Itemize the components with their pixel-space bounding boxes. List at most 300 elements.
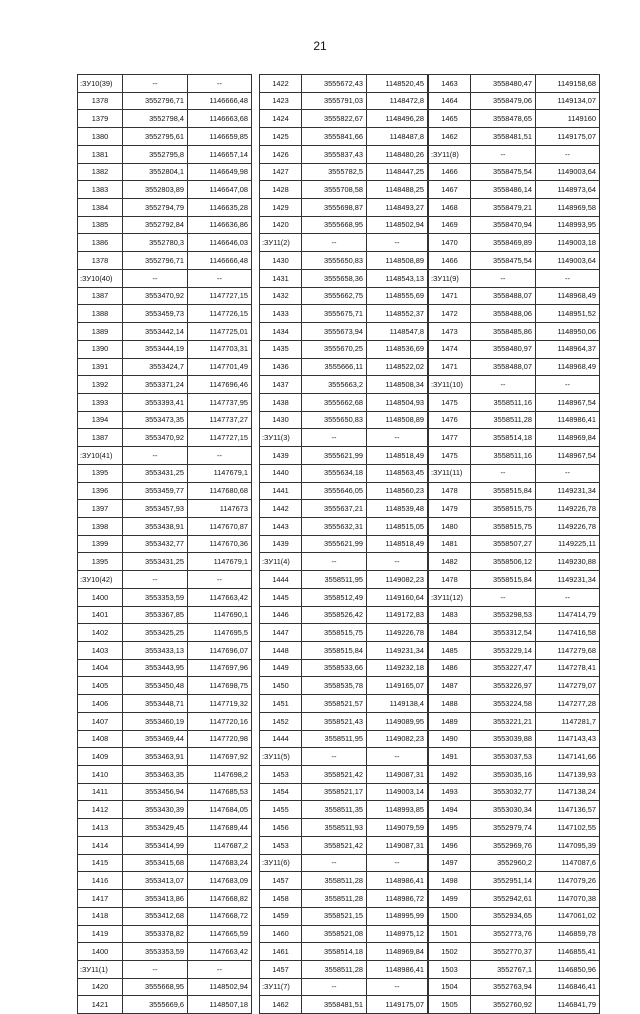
point-number-cell: 1454 [260, 783, 302, 801]
table-row [78, 429, 252, 447]
x-coordinate-cell: 3553444,19 [123, 340, 188, 358]
x-coordinate-cell: 3553353,59 [123, 588, 188, 606]
table-row [260, 624, 428, 642]
x-coordinate-cell: 3555637,21 [302, 500, 367, 518]
table-row [78, 110, 252, 128]
table-row [260, 464, 428, 482]
x-coordinate-cell: 3552767,1 [471, 960, 536, 978]
y-coordinate-cell: 1148472,8 [367, 92, 428, 110]
point-number-cell: 1387 [78, 429, 123, 447]
table-row [260, 181, 428, 199]
table-row [78, 340, 252, 358]
table-row [260, 323, 428, 341]
point-number-cell: :ЗУ11(2) [260, 234, 302, 252]
point-number-cell: :ЗУ11(8) [429, 145, 471, 163]
x-coordinate-cell: 3553413,86 [123, 890, 188, 908]
point-number-cell: 1415 [78, 854, 123, 872]
point-number-cell: 1396 [78, 482, 123, 500]
point-number-cell: 1490 [429, 730, 471, 748]
x-coordinate-cell: -- [471, 145, 536, 163]
x-coordinate-cell: 3558521,42 [302, 836, 367, 854]
table-row [429, 535, 600, 553]
x-coordinate-cell: 3552795,61 [123, 128, 188, 146]
y-coordinate-cell: 1147143,43 [536, 730, 600, 748]
table-row [429, 181, 600, 199]
point-number-cell: 1470 [429, 234, 471, 252]
y-coordinate-cell: 1147668,72 [188, 907, 252, 925]
x-coordinate-cell: 3558475,54 [471, 163, 536, 181]
x-coordinate-cell: 3558470,94 [471, 216, 536, 234]
table-row [78, 163, 252, 181]
y-coordinate-cell: 1149226,78 [536, 517, 600, 535]
point-number-cell: 1471 [429, 287, 471, 305]
table-row [260, 128, 428, 146]
point-number-cell: 1431 [260, 269, 302, 287]
point-number-cell: 1471 [429, 358, 471, 376]
y-coordinate-cell: 1148969,84 [536, 429, 600, 447]
x-coordinate-cell: 3553429,45 [123, 819, 188, 837]
table-row [260, 535, 428, 553]
table-row [429, 482, 600, 500]
y-coordinate-cell: -- [188, 75, 252, 93]
point-number-cell: 1382 [78, 163, 123, 181]
y-coordinate-cell: 1147701,49 [188, 358, 252, 376]
x-coordinate-cell: -- [471, 464, 536, 482]
point-number-cell: 1449 [260, 659, 302, 677]
y-coordinate-cell: -- [536, 145, 600, 163]
x-coordinate-cell: 3558488,07 [471, 287, 536, 305]
table-row [429, 766, 600, 784]
point-number-cell: 1480 [429, 517, 471, 535]
point-number-cell: 1495 [429, 819, 471, 837]
y-coordinate-cell: -- [367, 978, 428, 996]
y-coordinate-cell: 1149172,83 [367, 606, 428, 624]
x-coordinate-cell: 3553393,41 [123, 393, 188, 411]
table-row [260, 358, 428, 376]
point-number-cell: 1459 [260, 907, 302, 925]
x-coordinate-cell: 3558478,65 [471, 110, 536, 128]
table-row [260, 269, 428, 287]
point-number-cell: 1384 [78, 199, 123, 217]
point-number-cell: :ЗУ11(6) [260, 854, 302, 872]
y-coordinate-cell: -- [536, 376, 600, 394]
y-coordinate-cell: 1149138,4 [367, 695, 428, 713]
point-number-cell: 1439 [260, 447, 302, 465]
point-number-cell: 1478 [429, 482, 471, 500]
x-coordinate-cell: -- [123, 75, 188, 93]
x-coordinate-cell: 3552942,61 [471, 890, 536, 908]
point-number-cell: 1426 [260, 145, 302, 163]
y-coordinate-cell: 1146666,48 [188, 252, 252, 270]
x-coordinate-cell: 3552979,74 [471, 819, 536, 837]
point-number-cell: 1450 [260, 677, 302, 695]
point-number-cell: 1443 [260, 517, 302, 535]
y-coordinate-cell: -- [367, 854, 428, 872]
x-coordinate-cell: 3558521,57 [302, 695, 367, 713]
table-row [260, 730, 428, 748]
y-coordinate-cell: 1146666,48 [188, 92, 252, 110]
y-coordinate-cell: 1147703,31 [188, 340, 252, 358]
y-coordinate-cell: 1149003,18 [536, 234, 600, 252]
x-coordinate-cell: 3553412,68 [123, 907, 188, 925]
y-coordinate-cell: 1146855,41 [536, 943, 600, 961]
x-coordinate-cell: 3558511,28 [302, 872, 367, 890]
y-coordinate-cell: 1149003,64 [536, 252, 600, 270]
point-number-cell: 1479 [429, 500, 471, 518]
table-row [78, 358, 252, 376]
coordinates-table-column-3 [428, 74, 600, 1014]
point-number-cell: 1430 [260, 411, 302, 429]
point-number-cell: 1500 [429, 907, 471, 925]
point-number-cell: 1422 [260, 75, 302, 93]
point-number-cell: 1413 [78, 819, 123, 837]
table-row [429, 517, 600, 535]
table-row [260, 801, 428, 819]
y-coordinate-cell: 1147061,02 [536, 907, 600, 925]
y-coordinate-cell: 1148515,05 [367, 517, 428, 535]
table-row [260, 163, 428, 181]
y-coordinate-cell: 1147726,15 [188, 305, 252, 323]
point-number-cell: 1492 [429, 766, 471, 784]
group-header-row [429, 376, 600, 394]
y-coordinate-cell: 1149231,34 [536, 571, 600, 589]
x-coordinate-cell: 3552934,65 [471, 907, 536, 925]
table-row [429, 305, 600, 323]
x-coordinate-cell: 3553415,68 [123, 854, 188, 872]
y-coordinate-cell: 1148993,95 [536, 216, 600, 234]
table-row [429, 854, 600, 872]
coordinates-table-column-2 [259, 74, 428, 1014]
group-header-row [429, 464, 600, 482]
y-coordinate-cell: 1147727,15 [188, 429, 252, 447]
y-coordinate-cell: 1148480,26 [367, 145, 428, 163]
y-coordinate-cell: 1147685,53 [188, 783, 252, 801]
y-coordinate-cell: 1146636,86 [188, 216, 252, 234]
table-row [78, 252, 252, 270]
y-coordinate-cell: 1149089,95 [367, 712, 428, 730]
x-coordinate-cell: 3558485,86 [471, 323, 536, 341]
point-number-cell: 1494 [429, 801, 471, 819]
x-coordinate-cell: 3553035,16 [471, 766, 536, 784]
x-coordinate-cell: 3553431,25 [123, 464, 188, 482]
point-number-cell: :ЗУ10(42) [78, 571, 123, 589]
x-coordinate-cell: 3555621,99 [302, 447, 367, 465]
table-row [429, 393, 600, 411]
table-row [429, 730, 600, 748]
x-coordinate-cell: 3553353,59 [123, 943, 188, 961]
x-coordinate-cell: 3553433,13 [123, 642, 188, 660]
y-coordinate-cell: -- [367, 234, 428, 252]
x-coordinate-cell: 3558511,16 [471, 447, 536, 465]
x-coordinate-cell: -- [471, 269, 536, 287]
point-number-cell: 1405 [78, 677, 123, 695]
table-row [429, 163, 600, 181]
point-number-cell: 1481 [429, 535, 471, 553]
x-coordinate-cell: 3558511,28 [471, 411, 536, 429]
table-row [429, 606, 600, 624]
point-number-cell: 1464 [429, 92, 471, 110]
x-coordinate-cell: 3552969,76 [471, 836, 536, 854]
point-number-cell: 1476 [429, 411, 471, 429]
x-coordinate-cell: 3558521,08 [302, 925, 367, 943]
x-coordinate-cell: -- [471, 376, 536, 394]
point-number-cell: 1487 [429, 677, 471, 695]
table-row [429, 872, 600, 890]
point-number-cell: 1453 [260, 836, 302, 854]
point-number-cell: 1409 [78, 748, 123, 766]
y-coordinate-cell: 1147696,07 [188, 642, 252, 660]
table-row [78, 464, 252, 482]
x-coordinate-cell: -- [471, 588, 536, 606]
x-coordinate-cell: 3552794,79 [123, 199, 188, 217]
y-coordinate-cell: 1149231,34 [536, 482, 600, 500]
x-coordinate-cell: 3555646,05 [302, 482, 367, 500]
y-coordinate-cell: 1147139,93 [536, 766, 600, 784]
table-row [429, 216, 600, 234]
table-row [260, 712, 428, 730]
point-number-cell: 1484 [429, 624, 471, 642]
point-number-cell: 1473 [429, 323, 471, 341]
x-coordinate-cell: 3558486,14 [471, 181, 536, 199]
point-number-cell: 1433 [260, 305, 302, 323]
table-row [78, 819, 252, 837]
y-coordinate-cell: 1148543,13 [367, 269, 428, 287]
group-header-row [260, 234, 428, 252]
point-number-cell: 1402 [78, 624, 123, 642]
y-coordinate-cell: 1148508,89 [367, 252, 428, 270]
y-coordinate-cell: 1147414,79 [536, 606, 600, 624]
y-coordinate-cell: 1148993,85 [367, 801, 428, 819]
point-number-cell: 1385 [78, 216, 123, 234]
table-row [78, 801, 252, 819]
table-row [78, 978, 252, 996]
y-coordinate-cell: 1149225,11 [536, 535, 600, 553]
point-number-cell: 1475 [429, 393, 471, 411]
y-coordinate-cell: 1147684,05 [188, 801, 252, 819]
group-header-row [78, 447, 252, 465]
x-coordinate-cell: 3553459,73 [123, 305, 188, 323]
table-row [429, 252, 600, 270]
point-number-cell: 1461 [260, 943, 302, 961]
table-row [260, 695, 428, 713]
y-coordinate-cell: 1147719,32 [188, 695, 252, 713]
point-number-cell: 1445 [260, 588, 302, 606]
table-row [429, 943, 600, 961]
y-coordinate-cell: 1146646,03 [188, 234, 252, 252]
x-coordinate-cell: 3558506,12 [471, 553, 536, 571]
x-coordinate-cell: 3555672,43 [302, 75, 367, 93]
y-coordinate-cell: 1148520,45 [367, 75, 428, 93]
table-row [78, 535, 252, 553]
y-coordinate-cell: 1148447,25 [367, 163, 428, 181]
point-number-cell: 1434 [260, 323, 302, 341]
y-coordinate-cell: 1148508,89 [367, 411, 428, 429]
point-number-cell: 1452 [260, 712, 302, 730]
point-number-cell: 1438 [260, 393, 302, 411]
point-number-cell: 1440 [260, 464, 302, 482]
x-coordinate-cell: 3555668,95 [123, 978, 188, 996]
table-row [78, 943, 252, 961]
x-coordinate-cell: 3558480,47 [471, 75, 536, 93]
point-number-cell: 1407 [78, 712, 123, 730]
x-coordinate-cell: 3558515,84 [302, 642, 367, 660]
x-coordinate-cell: 3558481,51 [302, 996, 367, 1014]
x-coordinate-cell: 3552770,37 [471, 943, 536, 961]
y-coordinate-cell: 1149160,64 [367, 588, 428, 606]
table-row [429, 571, 600, 589]
point-number-cell: 1391 [78, 358, 123, 376]
point-number-cell: :ЗУ11(7) [260, 978, 302, 996]
x-coordinate-cell: 3552796,71 [123, 252, 188, 270]
y-coordinate-cell: 1148968,49 [536, 287, 600, 305]
x-coordinate-cell: 3552796,71 [123, 92, 188, 110]
x-coordinate-cell: 3553221,21 [471, 712, 536, 730]
y-coordinate-cell: 1149087,31 [367, 836, 428, 854]
y-coordinate-cell: 1148950,06 [536, 323, 600, 341]
y-coordinate-cell: 1146657,14 [188, 145, 252, 163]
group-header-row [260, 429, 428, 447]
table-row [260, 376, 428, 394]
x-coordinate-cell: -- [302, 234, 367, 252]
y-coordinate-cell: 1147737,95 [188, 393, 252, 411]
table-row [429, 836, 600, 854]
table-row [78, 500, 252, 518]
x-coordinate-cell: 3555662,75 [302, 287, 367, 305]
y-coordinate-cell: 1148508,34 [367, 376, 428, 394]
y-coordinate-cell: 1146841,79 [536, 996, 600, 1014]
x-coordinate-cell: 3553470,92 [123, 287, 188, 305]
x-coordinate-cell: 3558521,15 [302, 907, 367, 925]
table-row [260, 659, 428, 677]
y-coordinate-cell: 1147277,28 [536, 695, 600, 713]
group-header-row [260, 553, 428, 571]
y-coordinate-cell: 1147698,75 [188, 677, 252, 695]
x-coordinate-cell: 3552763,94 [471, 978, 536, 996]
point-number-cell: 1497 [429, 854, 471, 872]
x-coordinate-cell: -- [302, 553, 367, 571]
y-coordinate-cell: 1147670,36 [188, 535, 252, 553]
y-coordinate-cell: 1147079,26 [536, 872, 600, 890]
point-number-cell: 1379 [78, 110, 123, 128]
table-row [260, 287, 428, 305]
table-row [78, 748, 252, 766]
table-row [260, 92, 428, 110]
x-coordinate-cell: 3552780,3 [123, 234, 188, 252]
x-coordinate-cell: 3553463,35 [123, 766, 188, 784]
y-coordinate-cell: -- [367, 748, 428, 766]
x-coordinate-cell: 3553224,58 [471, 695, 536, 713]
group-header-row [429, 145, 600, 163]
x-coordinate-cell: -- [123, 447, 188, 465]
point-number-cell: 1421 [78, 996, 123, 1014]
x-coordinate-cell: 3558514,18 [471, 429, 536, 447]
y-coordinate-cell: 1147095,39 [536, 836, 600, 854]
y-coordinate-cell: 1147679,1 [188, 464, 252, 482]
y-coordinate-cell: 1147679,1 [188, 553, 252, 571]
x-coordinate-cell: 3555708,58 [302, 181, 367, 199]
point-number-cell: 1463 [429, 75, 471, 93]
y-coordinate-cell: 1148488,25 [367, 181, 428, 199]
y-coordinate-cell: 1148986,41 [536, 411, 600, 429]
x-coordinate-cell: 3553032,77 [471, 783, 536, 801]
point-number-cell: 1475 [429, 447, 471, 465]
x-coordinate-cell: 3558511,95 [302, 730, 367, 748]
point-number-cell: 1439 [260, 535, 302, 553]
point-number-cell: 1430 [260, 252, 302, 270]
y-coordinate-cell: 1147690,1 [188, 606, 252, 624]
x-coordinate-cell: 3558515,75 [471, 517, 536, 535]
point-number-cell: 1477 [429, 429, 471, 447]
point-number-cell: 1460 [260, 925, 302, 943]
table-row [78, 517, 252, 535]
point-number-cell: 1462 [260, 996, 302, 1014]
x-coordinate-cell: 3553371,24 [123, 376, 188, 394]
table-row [429, 323, 600, 341]
table-row [429, 358, 600, 376]
y-coordinate-cell: 1147279,68 [536, 642, 600, 660]
point-number-cell: :ЗУ10(39) [78, 75, 123, 93]
y-coordinate-cell: 1149226,78 [367, 624, 428, 642]
y-coordinate-cell: 1147281,7 [536, 712, 600, 730]
table-row [429, 199, 600, 217]
table-row [260, 996, 428, 1014]
y-coordinate-cell: 1149160 [536, 110, 600, 128]
point-number-cell: 1400 [78, 588, 123, 606]
table-row [429, 925, 600, 943]
x-coordinate-cell: -- [123, 269, 188, 287]
x-coordinate-cell: 3555666,11 [302, 358, 367, 376]
point-number-cell: 1493 [429, 783, 471, 801]
x-coordinate-cell: 3555668,95 [302, 216, 367, 234]
y-coordinate-cell: 1148518,49 [367, 447, 428, 465]
point-number-cell: 1465 [429, 110, 471, 128]
group-header-row [429, 588, 600, 606]
point-number-cell: 1388 [78, 305, 123, 323]
y-coordinate-cell: 1147689,44 [188, 819, 252, 837]
point-number-cell: 1404 [78, 659, 123, 677]
y-coordinate-cell: 1147687,2 [188, 836, 252, 854]
table-row [429, 411, 600, 429]
point-number-cell: 1424 [260, 110, 302, 128]
table-row [260, 110, 428, 128]
point-number-cell: :ЗУ11(5) [260, 748, 302, 766]
y-coordinate-cell: 1147698,2 [188, 766, 252, 784]
point-number-cell: 1427 [260, 163, 302, 181]
y-coordinate-cell: 1147670,87 [188, 517, 252, 535]
y-coordinate-cell: -- [188, 960, 252, 978]
x-coordinate-cell: 3558511,93 [302, 819, 367, 837]
point-number-cell: 1502 [429, 943, 471, 961]
y-coordinate-cell: 1147683,24 [188, 854, 252, 872]
point-number-cell: 1412 [78, 801, 123, 819]
y-coordinate-cell: 1148522,02 [367, 358, 428, 376]
y-coordinate-cell: 1147683,09 [188, 872, 252, 890]
y-coordinate-cell: 1149082,23 [367, 730, 428, 748]
point-number-cell: 1393 [78, 393, 123, 411]
x-coordinate-cell: 3558511,16 [471, 393, 536, 411]
point-number-cell: 1435 [260, 340, 302, 358]
table-row [429, 907, 600, 925]
table-row [78, 677, 252, 695]
table-row [260, 571, 428, 589]
x-coordinate-cell: 3558480,97 [471, 340, 536, 358]
group-header-row [78, 269, 252, 287]
point-number-cell: 1416 [78, 872, 123, 890]
y-coordinate-cell: 1148518,49 [367, 535, 428, 553]
y-coordinate-cell: -- [188, 447, 252, 465]
x-coordinate-cell: 3558511,95 [302, 571, 367, 589]
y-coordinate-cell: 1148539,48 [367, 500, 428, 518]
